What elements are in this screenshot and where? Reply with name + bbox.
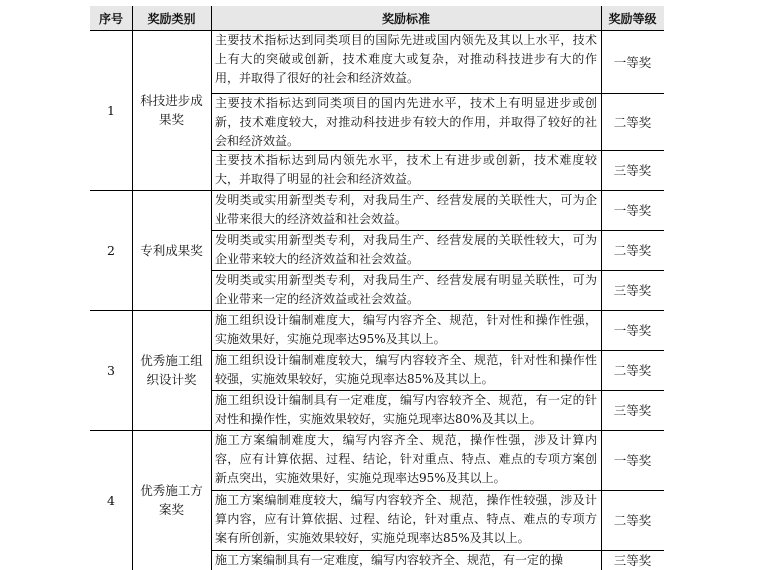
criteria-cell: 施工方案编制难度大，编写内容齐全、规范，操作性强，涉及计算内容，应有计算依据、过程、结论，针对重点、特点、难点的专项方案创新点突出，实施效果好，实施兑现率达95%及其以上。 <box>215 433 597 485</box>
column-divider <box>601 6 602 570</box>
group-no: 1 <box>107 102 115 118</box>
level-cell: 三等奖 <box>613 403 652 418</box>
group-no: 3 <box>107 362 115 378</box>
row-divider <box>211 390 664 391</box>
level-cell: 一等奖 <box>613 203 652 218</box>
row-divider <box>211 93 664 94</box>
header-level: 奖励等级 <box>601 6 664 31</box>
criteria-cell: 施工组织设计编制难度大，编写内容齐全、规范，针对性和操作性强，实施效果好，实施兑现率达95%及其以上。 <box>215 313 597 346</box>
criteria-cell: 主要技术指标达到同类项目的国际先进或国内领先及其以上水平，技术上有大的突破或创新，技术难度大或复杂，对推动科技进步有大的作用，并取得了很好的社会和经济效益。 <box>215 33 597 85</box>
level-cell: 一等奖 <box>613 323 652 338</box>
group-no: 2 <box>107 242 115 258</box>
level-cell: 二等奖 <box>613 363 652 378</box>
criteria-cell: 主要技术指标达到同类项目的国内先进水平，技术上有明显进步或创新，技术难度较大，对推动科技进步有较大的作用，并取得了较好的社会和经济效益。 <box>215 96 597 148</box>
group-category: 优秀施工方案奖 <box>140 483 203 517</box>
row-divider <box>211 230 664 231</box>
group-divider <box>90 430 664 431</box>
awards-table <box>90 6 664 570</box>
level-cell: 二等奖 <box>613 114 652 130</box>
criteria-cell: 施工方案编制具有一定难度，编写内容较齐全、规范，有一定的操 <box>215 553 564 567</box>
group-divider <box>90 310 664 311</box>
level-cell: 三等奖 <box>613 553 652 568</box>
group-no: 4 <box>107 492 115 508</box>
header-no: 序号 <box>90 6 132 31</box>
criteria-cell: 发明类或实用新型类专利，对我局生产、经营发展的关联性大，可为企业带来很大的经济效益和社会效益。 <box>215 193 597 226</box>
criteria-cell: 施工方案编制难度较大，编写内容较齐全、规范，操作性较强，涉及计算内容，应有计算依据、过程、结论，针对重点、特点、难点的专项方案有所创新，实施效果较好，实施兑现率达85%及其以上。 <box>215 493 597 545</box>
level-cell: 二等奖 <box>613 513 652 528</box>
criteria-cell: 主要技术指标达到局内领先水平，技术上有进步或创新，技术难度较大，并取得了明显的社会和经济效益。 <box>215 153 597 186</box>
level-cell: 一等奖 <box>613 453 652 468</box>
row-divider <box>211 490 664 491</box>
level-cell: 三等奖 <box>613 283 652 298</box>
level-cell: 一等奖 <box>613 54 652 70</box>
header-criteria: 奖励标准 <box>211 6 601 31</box>
criteria-cell: 发明类或实用新型类专利，对我局生产、经营发展的关联性较大，可为企业带来较大的经济效益和社会效益。 <box>215 233 597 266</box>
row-divider <box>211 270 664 271</box>
column-divider <box>211 6 212 570</box>
group-divider <box>90 190 664 191</box>
header-category: 奖励类别 <box>132 6 211 31</box>
group-category: 科技进步成果奖 <box>140 93 203 127</box>
level-cell: 三等奖 <box>613 163 652 178</box>
row-divider <box>211 150 664 151</box>
row-divider <box>211 550 664 551</box>
criteria-cell: 发明类或实用新型类专利，对我局生产、经营发展有明显关联性，可为企业带来一定的经济效益或社会效益。 <box>215 273 597 306</box>
group-category: 优秀施工组织设计奖 <box>140 353 203 387</box>
criteria-cell: 施工组织设计编制具有一定难度，编写内容较齐全、规范，有一定的针对性和操作性，实施效果较好，实施兑现率达80%及其以上。 <box>215 393 597 426</box>
column-divider <box>132 6 133 570</box>
level-cell: 二等奖 <box>613 243 652 258</box>
criteria-cell: 施工组织设计编制难度较大，编写内容较齐全、规范，针对性和操作性较强，实施效果较好，实施兑现率达85%及其以上。 <box>215 353 597 386</box>
row-divider <box>211 350 664 351</box>
group-category: 专利成果奖 <box>140 242 203 258</box>
